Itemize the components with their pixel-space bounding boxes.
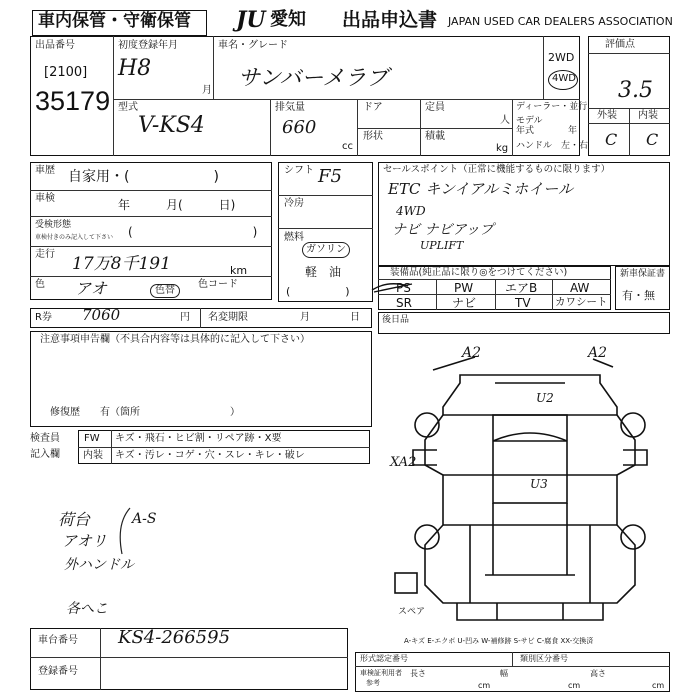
- damage-mark-a2-right: A2: [588, 345, 608, 361]
- interior-tag: 内装: [83, 450, 103, 461]
- spare-label: スペア: [398, 607, 426, 617]
- displacement-value: 660: [282, 117, 317, 138]
- note-line-1b: A-S: [132, 511, 157, 527]
- mileage-label: 走行: [35, 249, 55, 260]
- recv-form-paren: ( ): [128, 225, 258, 239]
- equip-navi[interactable]: ナビ: [452, 296, 477, 310]
- handle-side: ハンドル 左・右: [516, 141, 589, 151]
- fuel-gasoline[interactable]: ガソリン: [302, 242, 350, 258]
- equip-aw[interactable]: AW: [570, 281, 590, 295]
- shift-label: シフト: [284, 165, 314, 176]
- equip-pw[interactable]: PW: [454, 281, 474, 295]
- color-label: 色: [35, 279, 45, 290]
- displacement-unit: cc: [342, 141, 353, 152]
- class-label: 類別区分番号: [520, 654, 568, 663]
- dealer-parallel: ディーラー・並行: [516, 102, 588, 112]
- repair-history: 修復歴 有（箇所 ）: [50, 407, 240, 418]
- damage-mark-u2: U2: [536, 391, 554, 405]
- four-wd-label: 4WD: [552, 73, 576, 84]
- notes-label: 注意事項申告欄（不具合内容等は具体的に記入して下さい）: [40, 334, 310, 345]
- shift-value: F5: [318, 166, 342, 187]
- fw-text: キズ・飛石・ヒビ割・リペア跡・X要: [115, 433, 282, 444]
- fuel-label: 燃料: [284, 232, 304, 243]
- inspector-label-2: 記入欄: [30, 449, 60, 460]
- warranty-value[interactable]: 有・無: [622, 289, 655, 302]
- rear-items-label: 後日品: [382, 315, 410, 325]
- mileage-unit: km: [230, 264, 248, 277]
- sales-point-line-1: ETC キンイアルミホイール: [388, 180, 573, 198]
- equipment-label: 装備品(純正品に限り◎をつけてください): [390, 267, 568, 278]
- interior-grade: C: [646, 130, 659, 149]
- name-change-month: 月: [300, 312, 310, 323]
- damage-mark-a2-left: A2: [462, 345, 482, 361]
- car-name-label: 車名・グレード: [218, 40, 288, 51]
- fuel-diesel[interactable]: 軽 油: [305, 265, 342, 279]
- name-change-label: 名変期限: [208, 312, 248, 323]
- interior-text: キズ・汚レ・コゲ・穴・スレ・キレ・破レ: [115, 450, 305, 461]
- grade-score: 3.5: [618, 78, 653, 103]
- recycle-label: R券: [35, 312, 52, 323]
- sales-point-line-2: 4WD: [396, 204, 426, 218]
- history-label: 車歴: [35, 165, 55, 176]
- first-reg-label: 初度登録年月: [118, 40, 178, 51]
- width-unit: cm: [568, 681, 581, 690]
- form-title: 出品申込書: [342, 9, 438, 31]
- width-label: 幅: [500, 669, 508, 678]
- year-unit: 年: [568, 126, 578, 136]
- cert-ref: 車検証利用者: [360, 669, 402, 677]
- cert-label: 形式認定番号: [360, 654, 408, 663]
- note-line-1: 荷台: [58, 510, 91, 529]
- note-line-2: アオリ: [62, 532, 107, 550]
- first-reg-value: H8: [118, 56, 152, 81]
- grade-label: 評価点: [605, 39, 635, 50]
- aichi-label: 愛知: [270, 9, 306, 30]
- year-label: 年式: [516, 126, 535, 136]
- damage-mark-u3: U3: [530, 477, 548, 491]
- lot-number: 35179: [35, 86, 111, 116]
- exterior-grade: C: [605, 130, 618, 149]
- height-label: 高さ: [590, 669, 606, 678]
- lot-number-label: 出品番号: [35, 40, 75, 51]
- fuel-paren: ( ): [286, 285, 350, 298]
- sales-points-label: セールスポイント（正常に機能するものに限ります）: [383, 164, 611, 175]
- doors-label: ドア: [363, 102, 383, 113]
- exterior-label: 外装: [597, 110, 617, 121]
- model-label: 型式: [118, 102, 138, 113]
- inspection-value: 年 月( 日): [118, 198, 236, 212]
- chassis-number: KS4-266595: [118, 627, 231, 648]
- model-year-label: モデル: [516, 116, 543, 126]
- mileage-value: 17万8千191: [72, 254, 171, 274]
- load-label: 積載: [425, 131, 445, 142]
- capacity-unit: 人: [500, 115, 510, 126]
- equip-ps[interactable]: PS: [396, 281, 411, 295]
- model-value: V-KS4: [138, 113, 205, 138]
- length-unit: cm: [478, 681, 491, 690]
- interior-label: 内装: [638, 110, 658, 121]
- color-code-label: 色コード: [198, 279, 238, 290]
- damage-mark-xa2: XA2: [390, 455, 417, 470]
- length-label: 長さ: [410, 669, 426, 678]
- color-replace-label[interactable]: 色替: [150, 284, 180, 298]
- equip-power-seat[interactable]: カワシート: [555, 296, 608, 308]
- height-unit: cm: [652, 681, 665, 690]
- history-value: 自家用・( ): [68, 169, 219, 185]
- inspection-label: 車検: [35, 193, 55, 204]
- storage-type-label: 車内保管・守衛保管: [38, 11, 191, 31]
- chassis-label: 車台番号: [38, 635, 78, 646]
- displacement-label: 排気量: [275, 102, 305, 113]
- fw-tag: FW: [84, 433, 100, 444]
- recv-form-label: 受検形態: [35, 220, 72, 230]
- recv-form-note: 車検付きのみ記入して下さい: [35, 234, 114, 241]
- association-name: JAPAN USED CAR DEALERS ASSOCIATION: [448, 15, 673, 28]
- shape-label: 形状: [363, 131, 383, 142]
- car-name-value: サンバーメラブ: [238, 66, 389, 91]
- ju-logo: JU: [236, 7, 266, 33]
- note-bracket: [108, 504, 138, 564]
- load-unit: kg: [496, 143, 509, 154]
- registration-label: 登録番号: [38, 666, 78, 677]
- sales-point-line-3: ナビ ナビアップ: [392, 222, 494, 238]
- name-change-day: 日: [350, 312, 360, 323]
- ref-label: 参考: [366, 679, 380, 687]
- equip-sr[interactable]: SR: [396, 296, 412, 310]
- ps-scribble: [368, 276, 418, 296]
- equip-tv[interactable]: TV: [515, 296, 531, 310]
- capacity-label: 定員: [425, 102, 445, 113]
- note-line-3: 外ハンドル: [64, 557, 134, 573]
- recycle-unit: 円: [180, 312, 190, 323]
- inspector-label-1: 検査員: [30, 433, 60, 444]
- note-line-4: 各へこ: [66, 601, 108, 617]
- recycle-value: 7060: [82, 306, 121, 324]
- equip-airbag[interactable]: エアB: [505, 281, 538, 295]
- color-value: アオ: [75, 279, 107, 298]
- first-reg-month-unit: 月: [202, 85, 212, 96]
- sales-point-line-4: UPLIFT: [420, 239, 464, 252]
- rear-items-frame: [378, 312, 670, 334]
- damage-legend: A-キズ E-エクボ U-凹み W-補修跡 S-サビ C-腐食 XX-交換済: [404, 637, 594, 645]
- warranty-label: 新車保証書: [620, 269, 666, 279]
- two-wd-label: 2WD: [548, 51, 575, 64]
- lot-prefix: [2100]: [44, 65, 88, 80]
- aircon-label: 冷房: [284, 198, 304, 209]
